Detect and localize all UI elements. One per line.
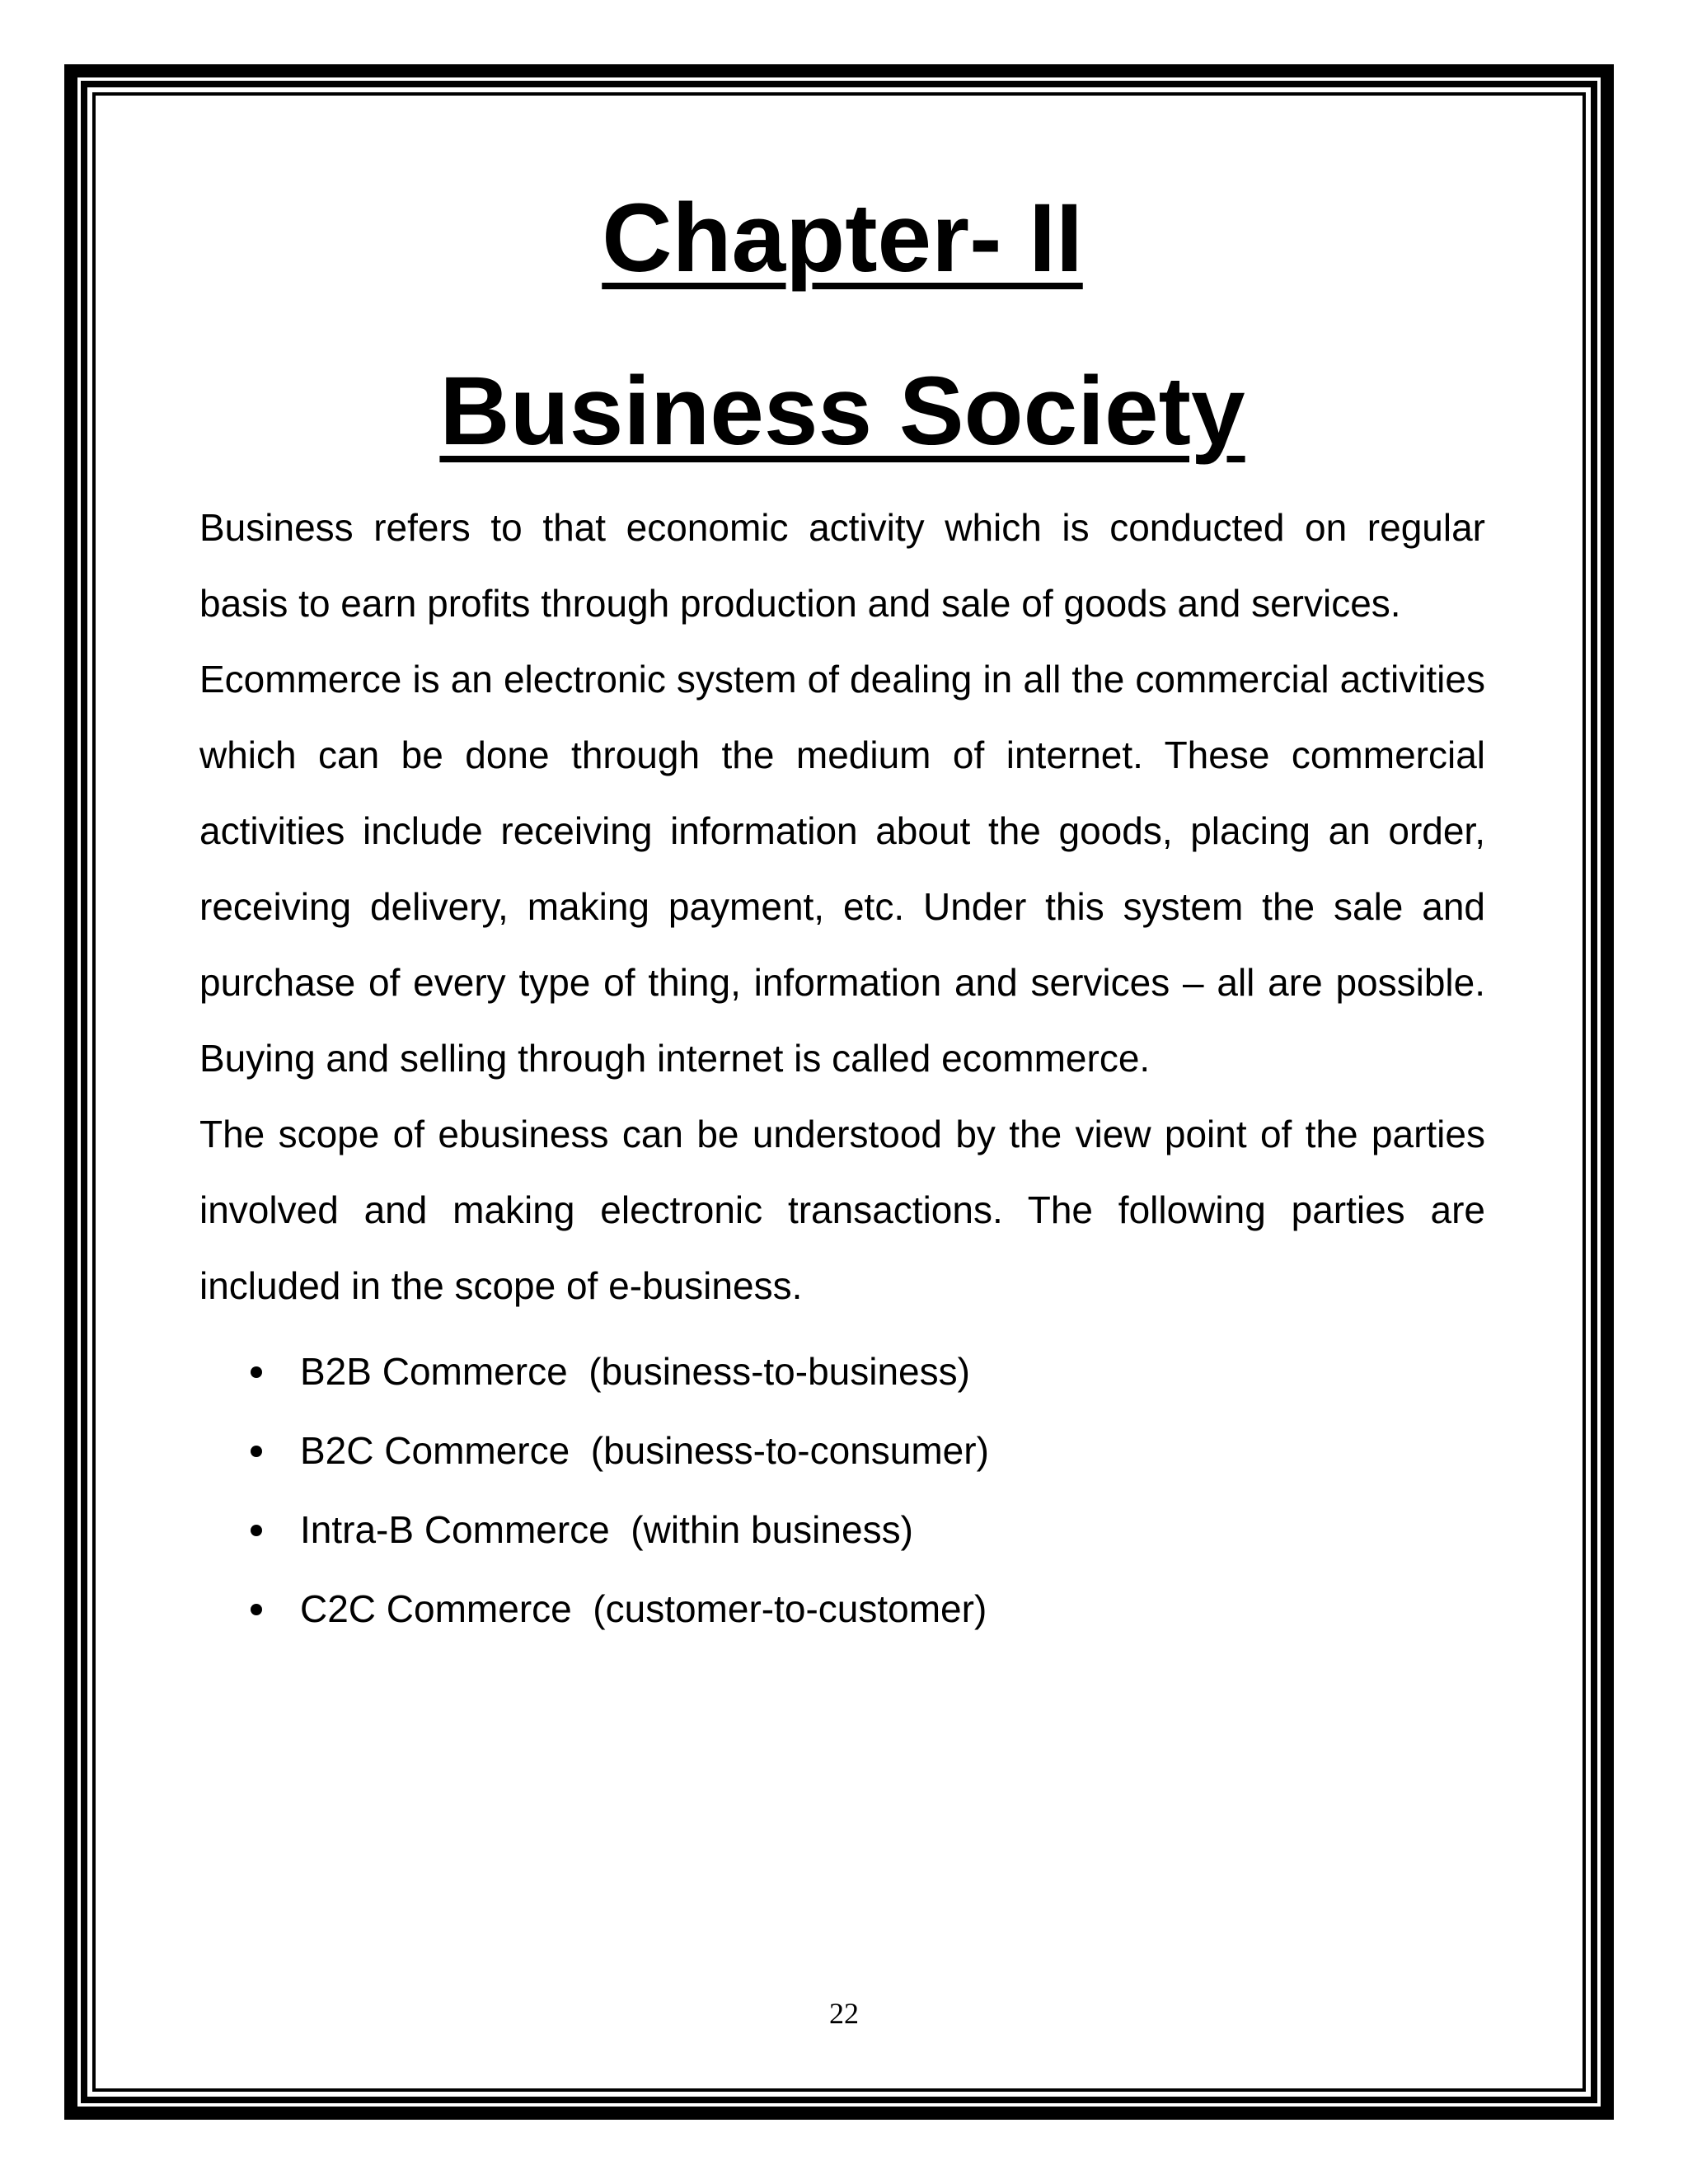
bullet-icon [251,1525,262,1536]
paragraph-ebusiness-scope: The scope of ebusiness can be understood by the view point of the parties involved and making electronic transactions. The following parties are included in the scope of e-business. [199,1113,1485,1307]
bullet-icon [251,1366,262,1378]
chapter-title: Chapter- II [602,184,1083,293]
page-content [199,184,1485,1648]
list-item: C2C Commerce (customer-to-customer) [199,1569,1485,1648]
list-item: B2B Commerce (business-to-business) [199,1332,1485,1411]
paragraph-ecommerce-definition: Ecommerce is an electronic system of dealing in all the commercial activities which can be done through the medium of internet. These commercial activities include receiving information about the goods, placing an order, receiving delivery, making payment, etc. Under this system the sale and purchase of every type of thing, information and services – all are possible. Buying and selling through internet is called ecommerce. [199,658,1485,1080]
bullet-icon [251,1446,262,1457]
page-number: 22 [829,1997,859,2030]
bullet-icon [251,1604,262,1615]
paragraph-business-definition: Business refers to that economic activity which is conducted on regular basis to earn profits through production and sale of goods and services. [199,506,1485,625]
list-item: B2C Commerce (business-to-consumer) [199,1411,1485,1490]
chapter-subtitle: Business Society [439,357,1245,466]
scope-list [199,1332,1485,1648]
list-item: Intra-B Commerce (within business) [199,1490,1485,1569]
